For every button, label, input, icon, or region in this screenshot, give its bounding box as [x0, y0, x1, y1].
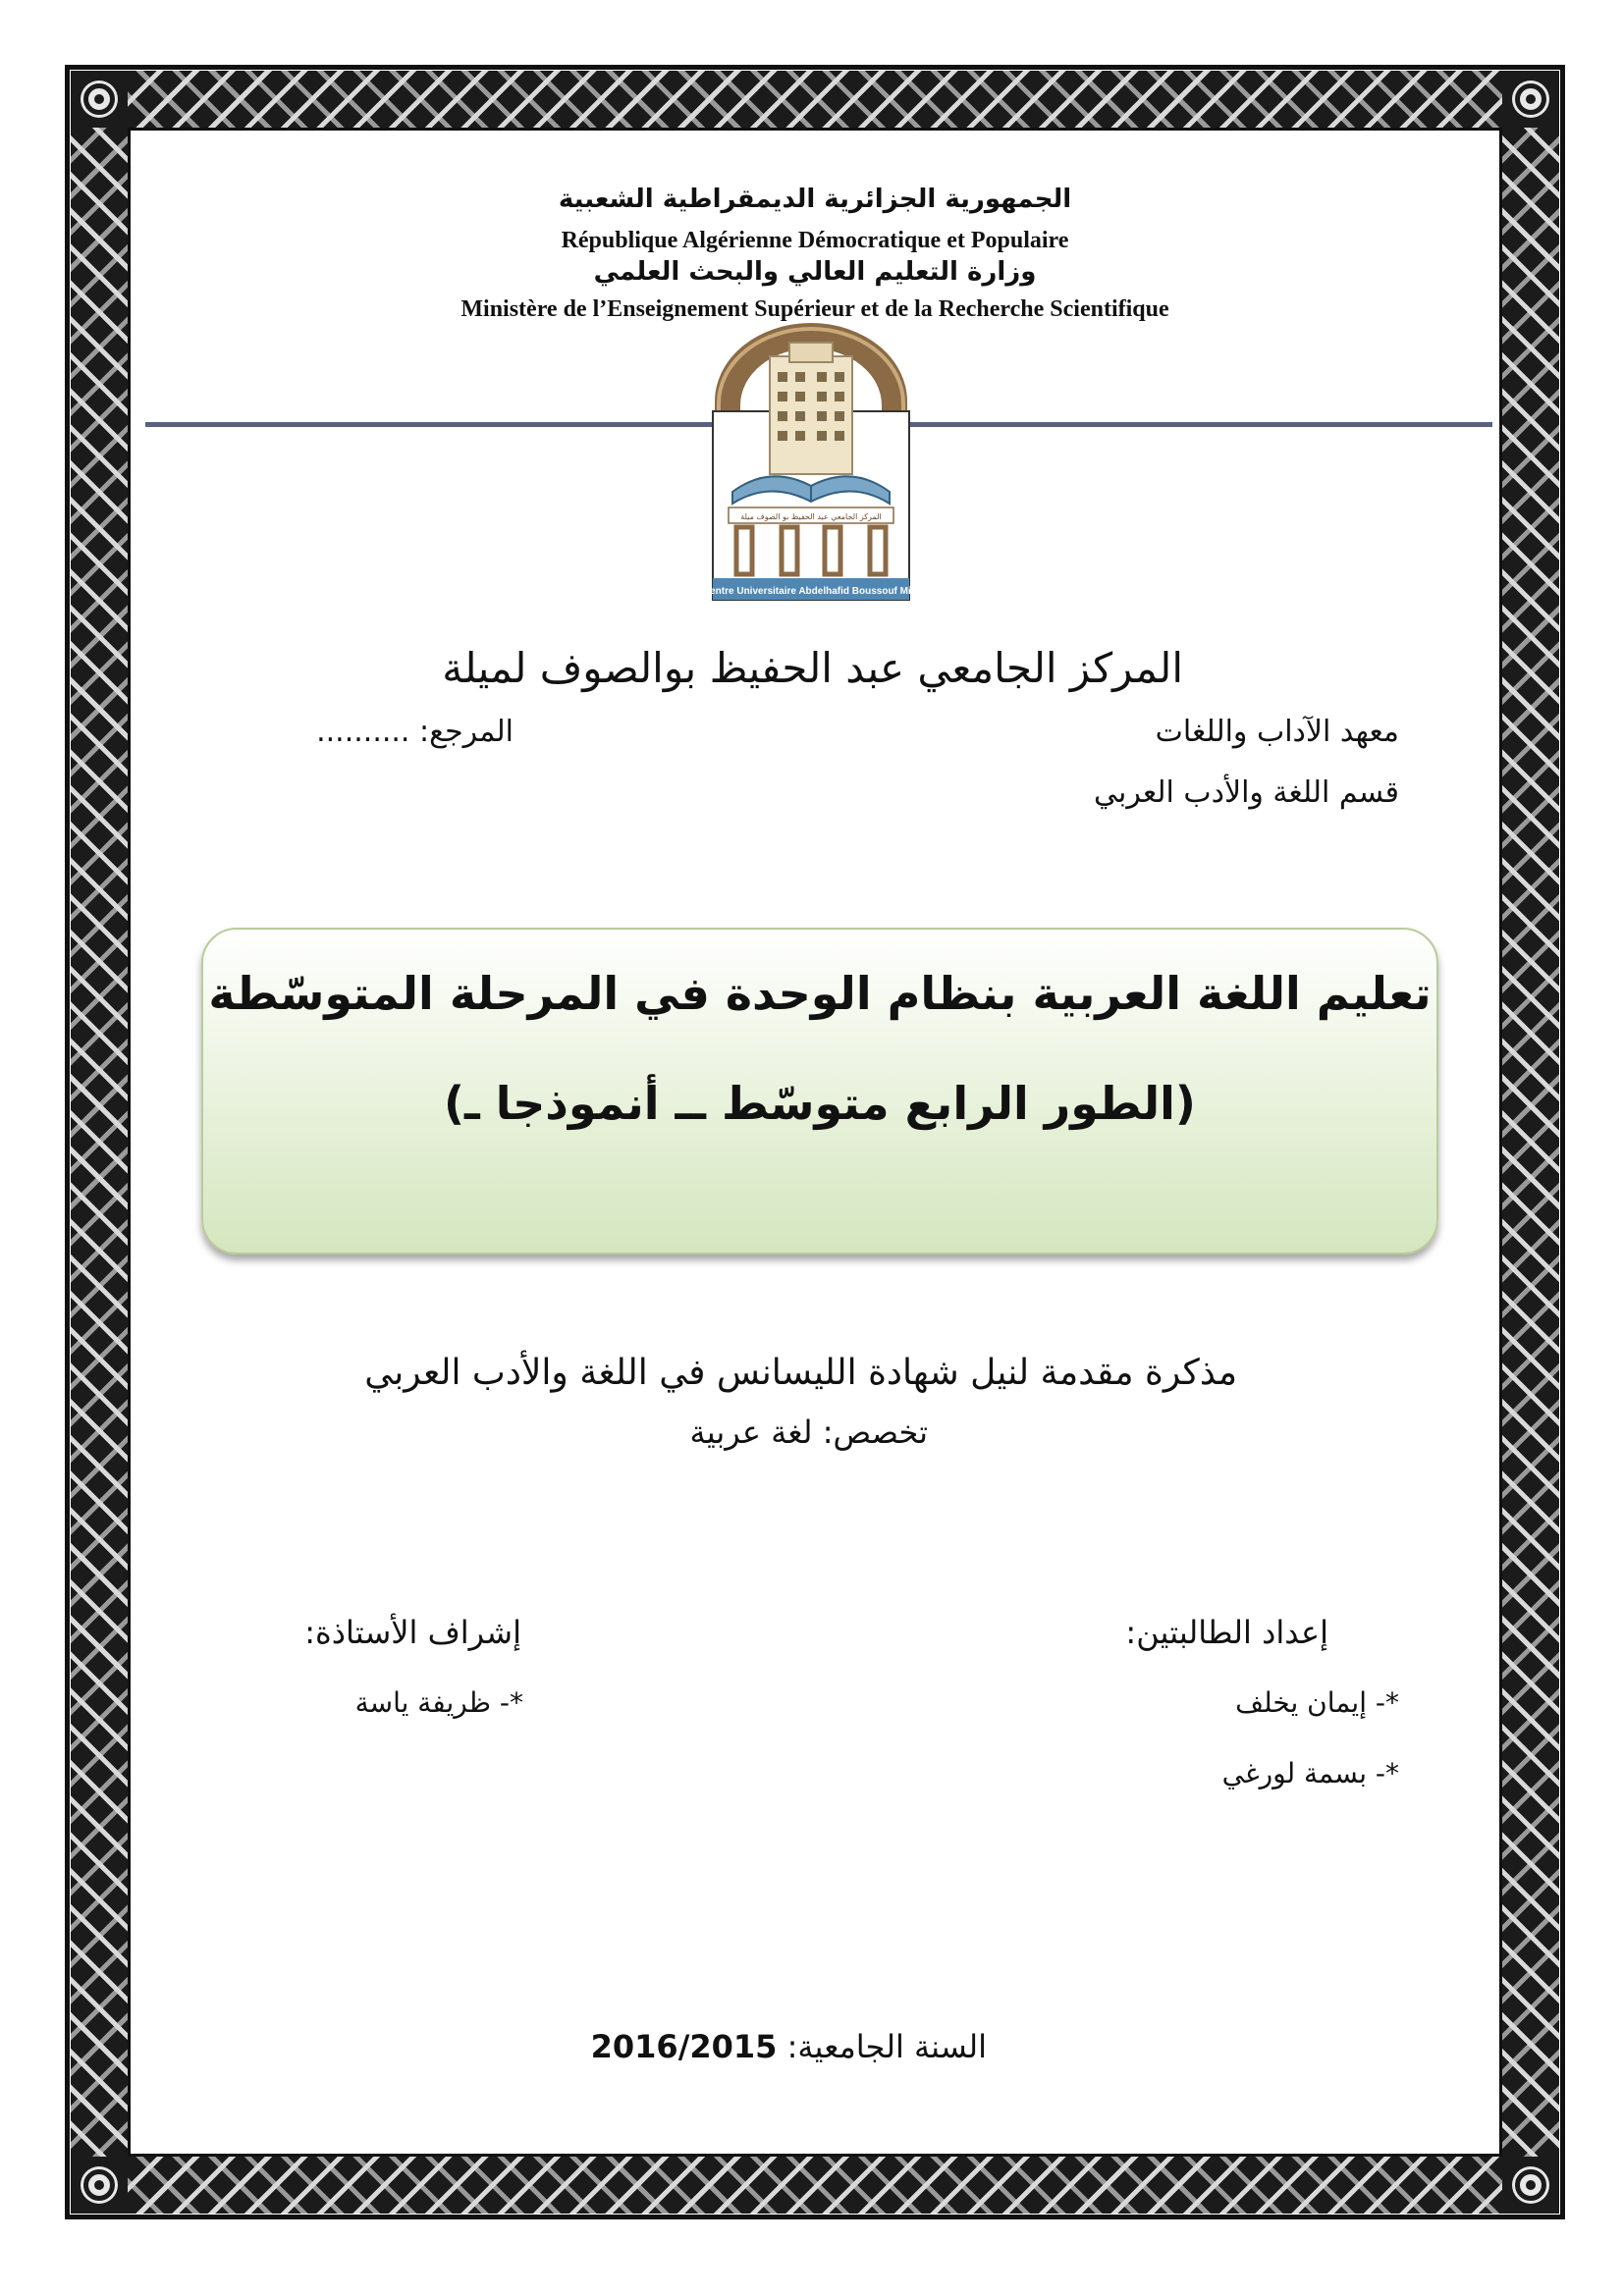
- frame-corner-ornament: [1502, 2157, 1559, 2214]
- header-ministry-arabic: وزارة التعليم العالي والبحث العلمي: [593, 257, 1037, 287]
- institute-name: معهد الآداب واللغات: [1155, 715, 1399, 749]
- frame-band-right: [1502, 71, 1559, 2214]
- frame-corner-ornament: [71, 2157, 128, 2214]
- supervisor-label: إشراف الأستاذة:: [304, 1614, 521, 1651]
- supervisor-name: *- ظريفة ياسة: [354, 1686, 523, 1719]
- logo-caption: Centre Universitaire Abdelhafid Boussouf Mila: [709, 586, 913, 597]
- frame-band-bottom: [71, 2157, 1559, 2214]
- frame-corner-ornament: [71, 71, 128, 128]
- department-name: قسم اللغة والأدب العربي: [1093, 775, 1399, 810]
- university-logo: [709, 317, 913, 602]
- thesis-title-box: [201, 928, 1438, 1255]
- header-ministry-french: Ministère de l’Enseignement Supérieur et de la Recherche Scientifique: [460, 296, 1169, 322]
- university-center-name: المركز الجامعي عبد الحفيظ بوالصوف لميلة: [442, 644, 1183, 692]
- reference-field: المرجع: ..........: [316, 715, 514, 749]
- student-name-1: *- إيمان يخلف: [1235, 1686, 1399, 1719]
- academic-year: [591, 2028, 987, 2065]
- university-logo-emblem: [709, 317, 913, 602]
- frame-band-top: [71, 71, 1559, 128]
- student-name-2: *- بسمة لورغي: [1221, 1757, 1399, 1789]
- frame-corner-ornament: [1502, 71, 1559, 128]
- header-republic-french: République Algérienne Démocratique et Populaire: [561, 228, 1069, 253]
- academic-year-label: السنة الجامعية:: [786, 2028, 987, 2065]
- academic-year-value: 2016/2015: [590, 2028, 778, 2065]
- frame-band-left: [71, 71, 128, 2214]
- thesis-description: مذكرة مقدمة لنيل شهادة الليسانس في اللغة والأدب العربي: [364, 1353, 1237, 1393]
- thesis-specialty: تخصص: لغة عربية: [689, 1414, 928, 1451]
- thesis-title-line-1: تعليم اللغة العربية بنظام الوحدة في المرحلة المتوسّطة: [208, 967, 1432, 1020]
- header-republic-arabic: الجمهورية الجزائرية الديمقراطية الشعبية: [558, 185, 1072, 214]
- students-label: إعداد الطالبتين:: [1125, 1614, 1328, 1651]
- thesis-title-line-2: (الطور الرابع متوسّط ــ أنموذجا ـ): [444, 1077, 1196, 1130]
- logo-banner-text: المركز الجامعي عبد الحفيظ بو الصوف ميلة: [740, 512, 882, 521]
